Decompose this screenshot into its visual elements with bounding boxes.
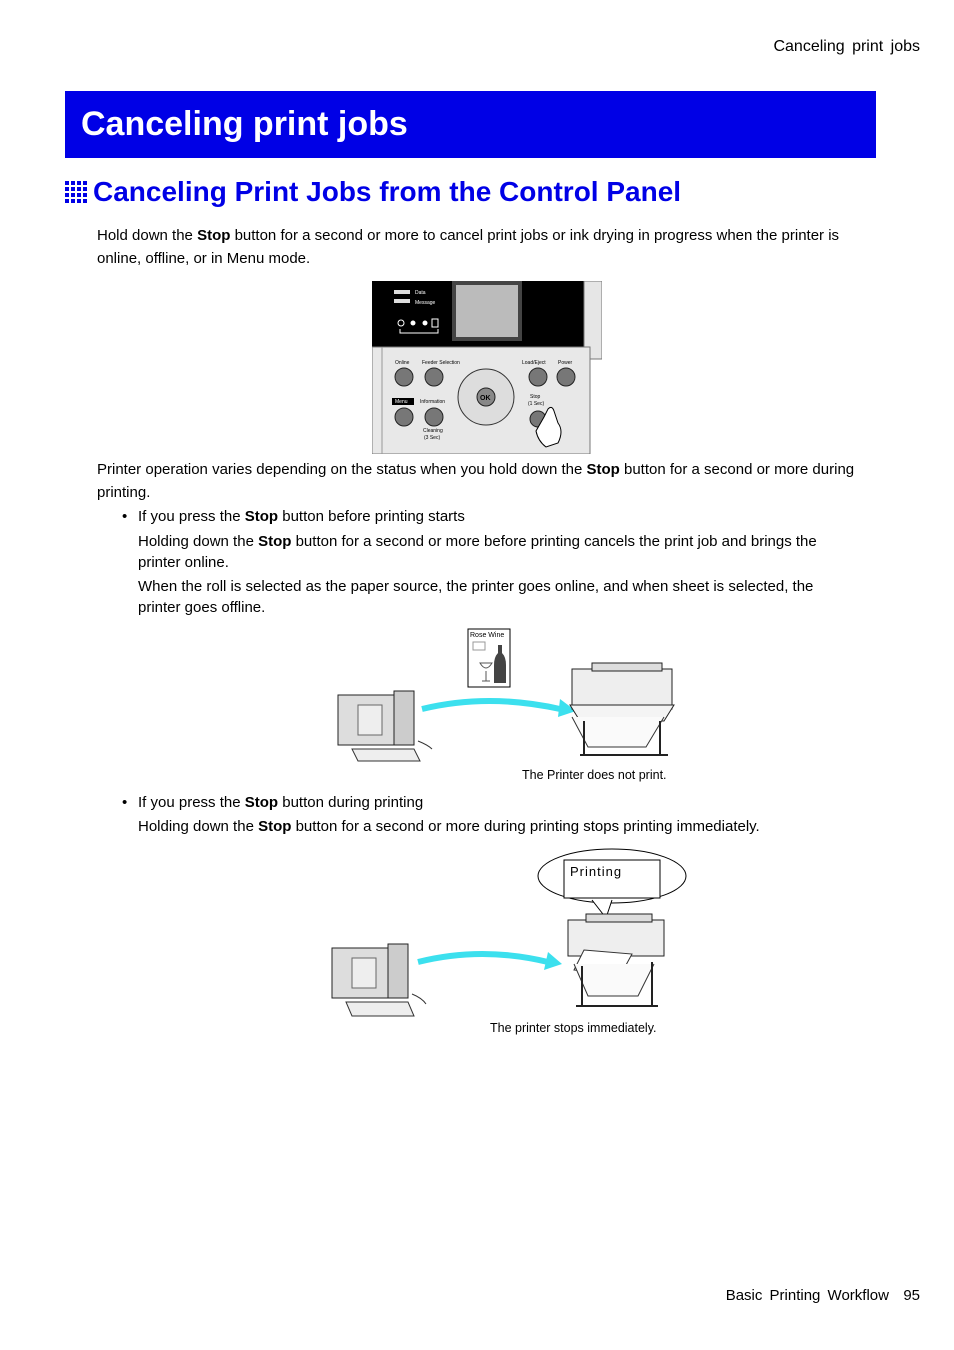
section-title: Canceling Print Jobs from the Control Panel <box>93 176 682 207</box>
information-button <box>425 408 443 426</box>
figure-printer-does-not-print <box>328 625 688 785</box>
bubble-text: Printing <box>570 864 623 879</box>
section-heading <box>65 176 681 208</box>
keyboard-icon-2 <box>346 1002 414 1016</box>
figure-printer-stops-immediately <box>322 846 692 1041</box>
title-bar <box>65 91 876 158</box>
information-label: Information <box>420 399 446 405</box>
bullet-during-printing: • If you press the Stop button during printing <box>122 794 424 811</box>
power-button <box>557 368 575 386</box>
online-button <box>395 368 413 386</box>
menu-button <box>395 408 413 426</box>
message-lamp-label: Message <box>415 300 436 306</box>
intro-paragraph: Hold down the Stop button for a second or more to cancel print jobs or ink drying in progress when the printer is online, offline, or in Menu mode. <box>97 227 840 267</box>
data-lamp-label: Data <box>415 290 426 296</box>
stop-sec-label: (1 Sec) <box>528 401 545 407</box>
bullet-before-printing: • If you press the Stop button before printing starts <box>122 508 465 525</box>
online-label: Online <box>395 360 410 366</box>
bullet1-paragraph-1: Holding down the Stop button for a second or more before printing cancels the print job and brings the printer online. <box>138 533 817 571</box>
cleaning-label: Cleaning <box>423 428 443 434</box>
power-label: Power <box>558 360 573 366</box>
load-eject-label: Load/Eject <box>522 360 546 366</box>
keyboard-icon <box>352 749 420 761</box>
footer-section: Basic Printing Workflow <box>725 1287 889 1304</box>
feeder-label: Feeder Selection <box>422 360 460 366</box>
figure1-caption: The Printer does not print. <box>522 768 667 782</box>
menu-label: Menu <box>395 399 408 405</box>
printer-icon-2 <box>568 920 664 956</box>
bullet2-paragraph-1: Holding down the Stop button for a second or more during printing stops printing immediately. <box>138 818 760 835</box>
load-eject-button <box>529 368 547 386</box>
arrow-icon-2 <box>544 952 562 970</box>
figure2-caption: The printer stops immediately. <box>490 1021 657 1035</box>
control-panel-illustration <box>372 281 602 454</box>
cleaning-sec-label: (3 Sec) <box>424 435 441 441</box>
page-footer <box>726 1287 920 1304</box>
grid-icon <box>65 181 87 203</box>
feeder-button <box>425 368 443 386</box>
running-header: Canceling print jobs <box>773 38 920 55</box>
page-title: Canceling print jobs <box>81 105 408 143</box>
page-number: 95 <box>903 1287 920 1304</box>
bullet1-paragraph-2: When the roll is selected as the paper source, the printer goes online, and when sheet is selected, the printer goes offline. <box>138 578 814 616</box>
behavior-paragraph: Printer operation varies depending on the status when you hold down the Stop button for a second or more during printing. <box>97 461 855 501</box>
ok-label: OK <box>480 395 491 402</box>
document-label: Rose Wine <box>470 632 505 639</box>
stop-label: Stop <box>530 394 541 400</box>
printer-icon <box>572 669 672 709</box>
